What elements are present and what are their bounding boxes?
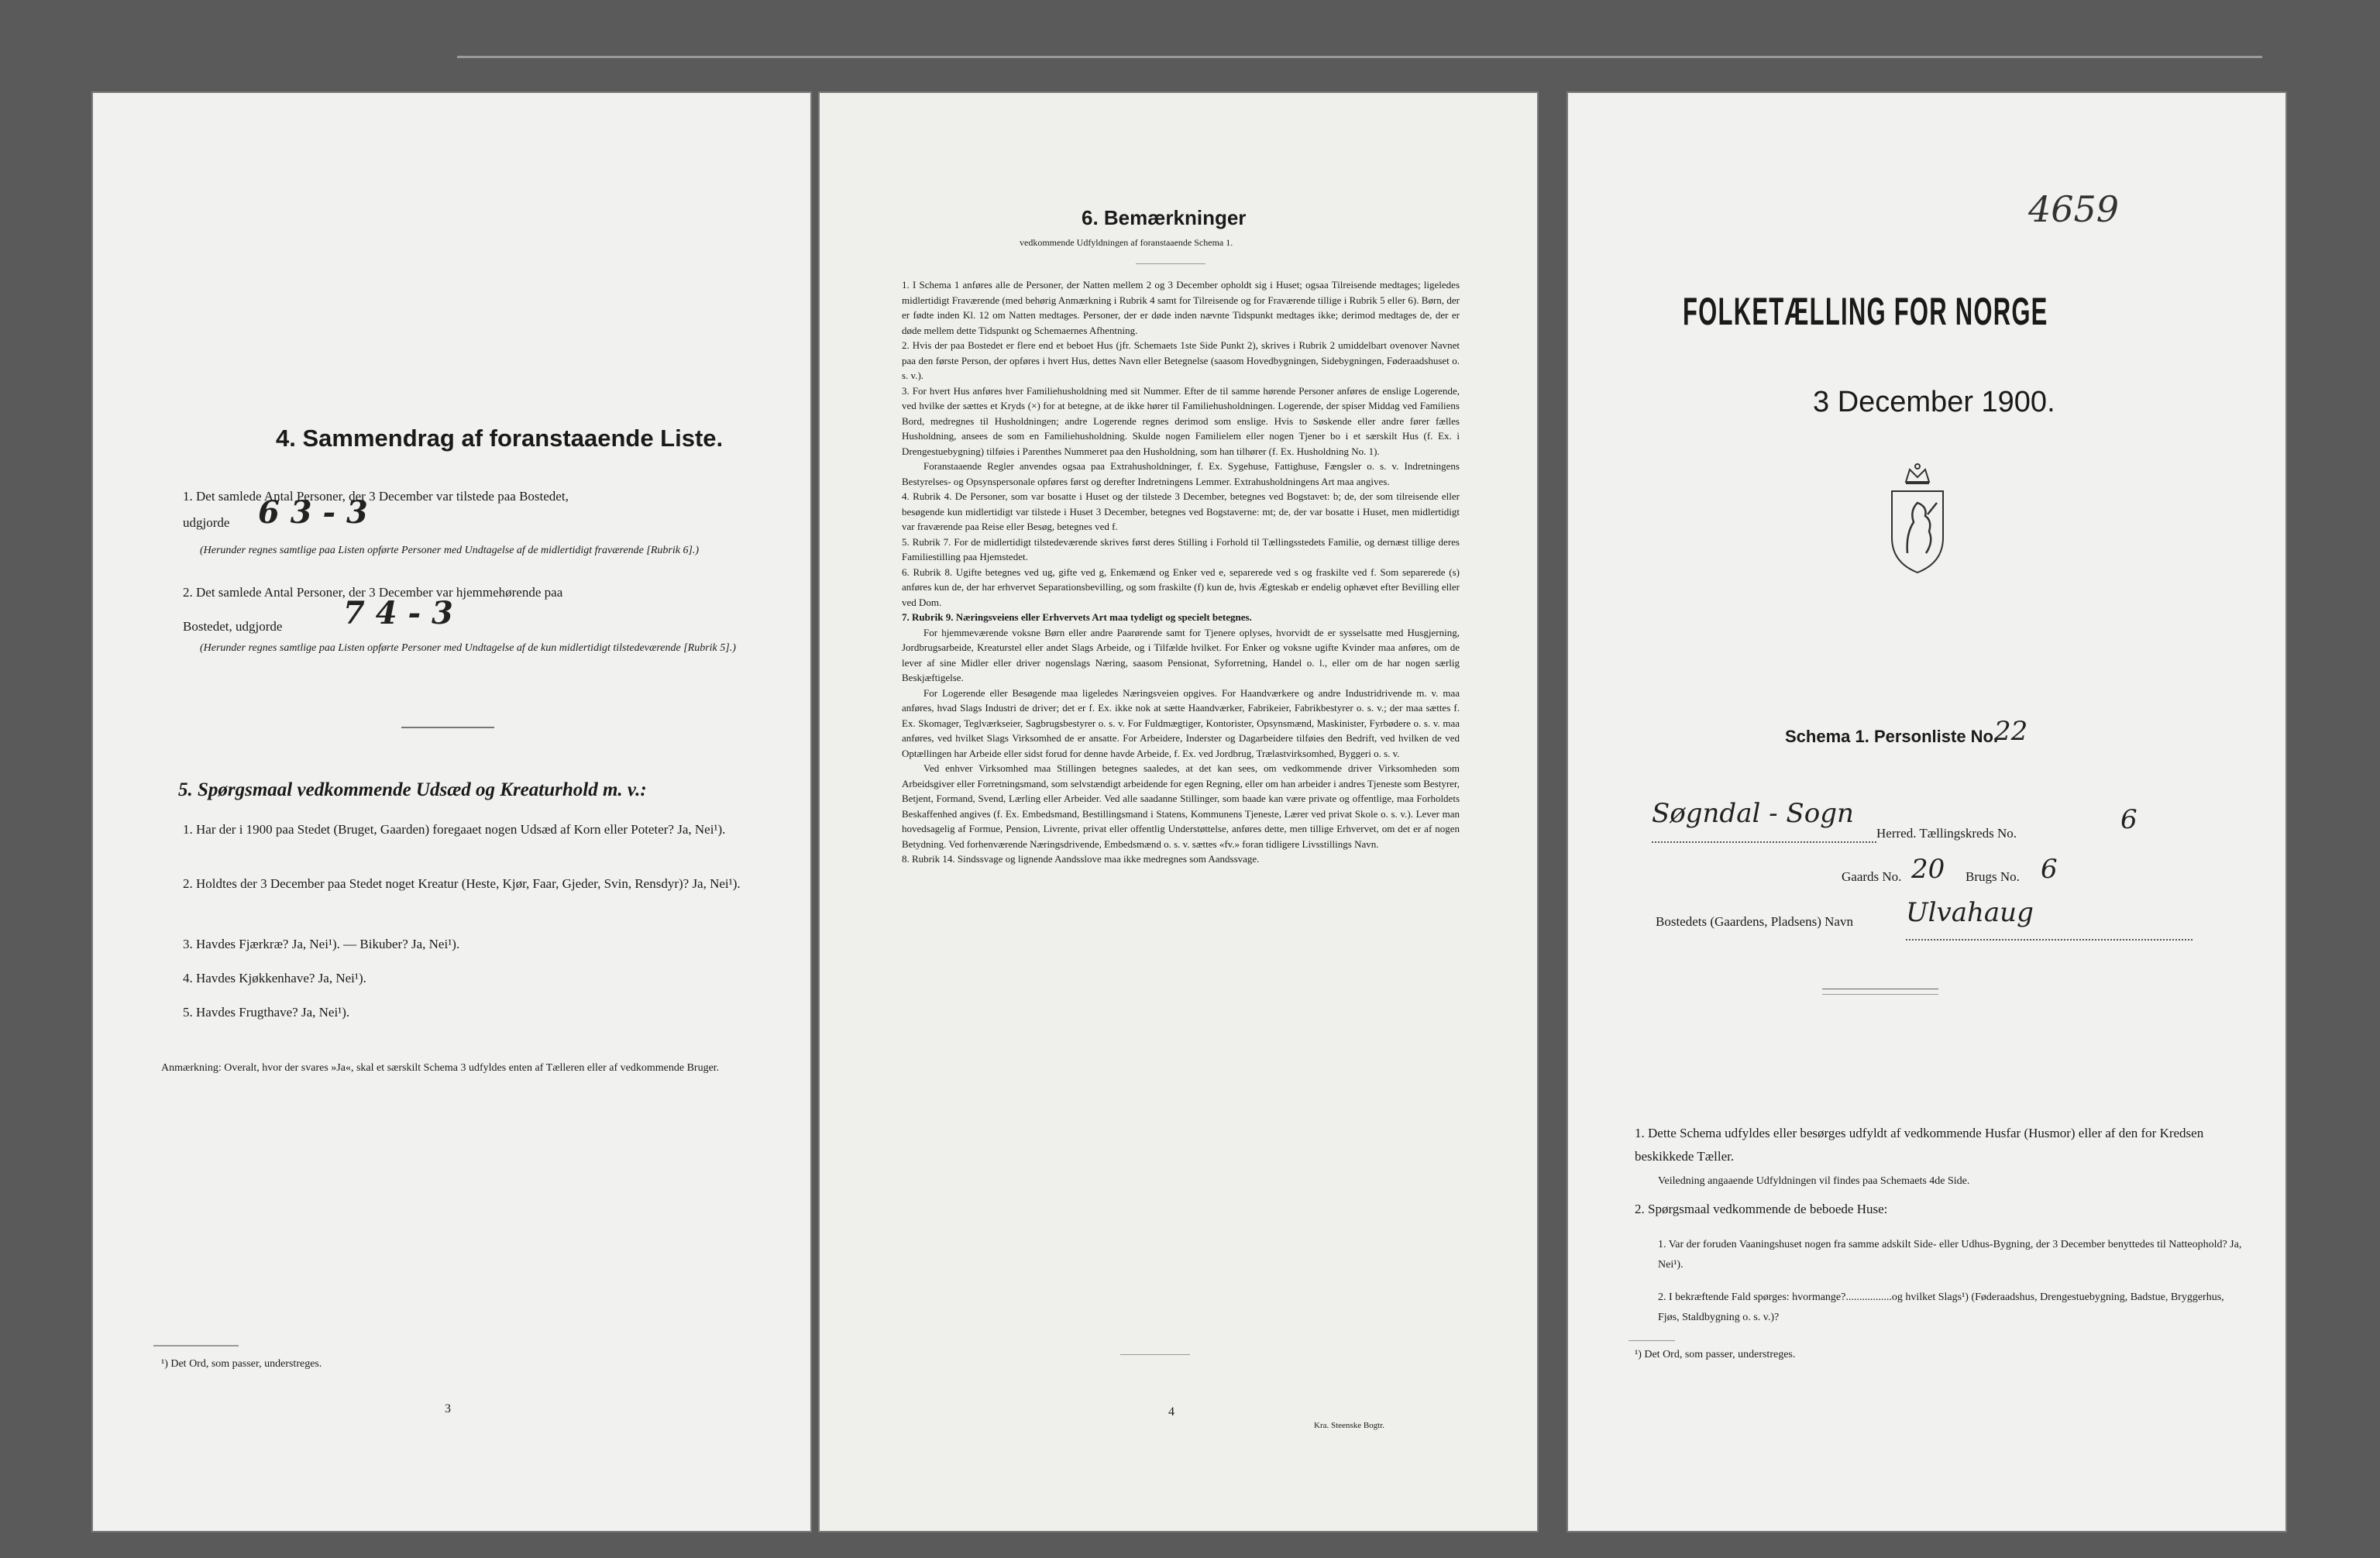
summary-item-1-handwritten-count: 6 3 - 3 [258, 494, 368, 531]
remark: Anmærkning: Overalt, hvor der svares »Ja«, skal et særskilt Schema 3 udfyldes enten af Tælleren eller af vedkommende Bruger. [161, 1062, 720, 1074]
gaards-number: 20 [1911, 854, 1945, 885]
remark-2: 2. Hvis der paa Bostedet er flere end et beboet Hus (jfr. Schemaets 1ste Side Punkt 2), skrives i Rubrik 2 umiddelbart ovenover Navnet paa den første Person, der opføres i hvert Hus, dettes Navn eller Betegnelse (saasom Hovedbygningen, Sidebygningen, Føderaadshuset o. s. v.). [902, 339, 1460, 381]
schema-label: Schema 1. Personliste No. [1785, 727, 1999, 746]
ornament-divider [1822, 989, 1938, 995]
summary-item-2-text: 2. Det samlede Antal Personer, der 3 December var hjemmehørende paa [183, 585, 563, 600]
remark-7b: For hjemmeværende voksne Børn eller andre Paarørende samt for Tjenere oplyses, hvorvidt de er sysselsatte med Husgjerning, Jordbrugsarbeide, Kreaturstel eller andet Slags Arbeide, og i Tilfælde hvilket. For Enker og voksne ugifte Kvinder maa anføres, om de lever af sine Midler eller driver nogenslags Næring, saasom Pensionat, Syforretning, Handel o. l., eller om de har nogen særlig Beskjæftigelse. [902, 626, 1460, 683]
personliste-number: 22 [1994, 716, 2028, 747]
page-right [1567, 91, 2287, 1532]
page-left [91, 91, 812, 1532]
page-middle [818, 91, 1539, 1532]
remark-7c: For Logerende eller Besøgende maa ligeledes Næringsveien opgives. For Haandværkere og andre Industridrivende m. v. maa anføres, hvad Slags Industri de driver; det er f. Ex. ikke nok at sætte Haandværker, Fabrikeier, Fabrikbestyrer o. s. v.; der maa sættes f. Ex. Skomager, Teglværkseier, Sagbrugsbestyrer o. s. v. For Fuldmægtiger, Kontorister, Opsynsmænd, Maskinister, Fyrbødere o. s. v. maa anføres, ved hvilket Slags Virksomhed de er ansatte. For Arbeidere, Inderster og Dagarbeidere tilføies den Bedrift, ved hvilken de ved Optællingen har Arbeide eller sidst forud for denne havde Arbeide, f. Ex. ved Jordbrug, Trælastvirksomhed, Byggeri o. s. v. [902, 686, 1460, 759]
footnote-rule [153, 1345, 239, 1346]
summary-item-1-text: 1. Det samlede Antal Personer, der 3 December var tilstede paa Bostedet, [183, 489, 569, 504]
question-3: 3. Havdes Fjærkræ? Ja, Nei¹). — Bikuber? Ja, Nei¹). [183, 937, 460, 951]
coat-of-arms-icon [1883, 460, 1952, 580]
footnote: ¹) Det Ord, som passer, understreges. [1635, 1349, 1796, 1360]
bosted-name: Ulvahaug [1906, 897, 2034, 928]
summary-item-1-label: udgjorde [183, 515, 230, 530]
remark-3b: Foranstaaende Regler anvendes ogsaa paa Extrahusholdninger, f. Ex. Sygehuse, Fattighuse, Fængsler o. s. v. Indretningens Bestyrelses- og Opsynspersonale opføres først og derefter Indretningens Lemmer. Extrahusholdningens Art maa angives. [902, 460, 1460, 487]
instruction-2: 2. Spørgsmaal vedkommende de beboede Huse: [1635, 1202, 1888, 1216]
summary-item-1-note: (Herunder regnes samtlige paa Listen opførte Personer med Undtagelse af de midlertidigt fraværende [Rubrik 6].) [200, 545, 700, 556]
census-title: FOLKETÆLLING FOR NORGE [1683, 290, 2048, 333]
instruction-1-guide: Veiledning angaaende Udfyldningen vil findes paa Schemaets 4de Side. [1658, 1175, 1970, 1187]
summary-item-2-handwritten-count: 7 4 - 3 [343, 595, 453, 631]
herred-line [1652, 841, 1876, 843]
footnote: ¹) Det Ord, som passer, understreges. [161, 1358, 322, 1370]
section4-title: 4. Sammendrag af foranstaaende Liste. [276, 425, 724, 452]
section-divider [401, 727, 494, 728]
top-edge-line [457, 56, 2262, 58]
brugs-number: 6 [2041, 854, 2058, 885]
house-question-1: 1. Var der foruden Vaaningshuset nogen fra samme adskilt Side- eller Udhus-Bygning, der 3 December benyttedes til Natteophold? Ja, Nei¹). [1658, 1239, 2242, 1271]
brugs-label: Brugs No. [1966, 869, 2020, 884]
remark-7: 7. Rubrik 9. Næringsveiens eller Erhvervets Art maa tydeligt og specielt betegnes. [902, 611, 1252, 623]
house-question-2: 2. I bekræftende Fald spørges: hvormange?.................og hvilket Slags¹) (Føderaadshus, Drengestuebygning, Badstue, Bryggerhus, Fjøs, Staldbygning o. s. v.)? [1658, 1291, 2224, 1323]
bosted-label: Bostedets (Gaardens, Pladsens) Navn [1656, 914, 1853, 929]
herred-label: Herred. Tællingskreds No. [1876, 826, 2017, 841]
summary-item-2-note: (Herunder regnes samtlige paa Listen opførte Personer med Undtagelse af de kun midlertidigt tilstedeværende [Rubrik 5].) [200, 642, 736, 654]
summary-item-2-label: Bostedet, udgjorde [183, 619, 283, 634]
bosted-line [1906, 939, 2193, 941]
end-rule [1120, 1354, 1190, 1355]
question-4: 4. Havdes Kjøkkenhave? Ja, Nei¹). [183, 971, 366, 985]
title-rule [1136, 263, 1205, 264]
remarks-list [902, 277, 1460, 867]
question-5: 5. Havdes Frugthave? Ja, Nei¹). [183, 1005, 350, 1020]
remark-7d: Ved enhver Virksomhed maa Stillingen betegnes saaledes, at det kan sees, om vedkommende driver Virksomheden som Arbeidsgiver eller Forretningsmand, som selvstændigt arbeidende for egen Regning, eller om han arbeider i andres Tjeneste som Bestyrer, Betjent, Formand, Svend, Lærling eller Arbeider. Ved alle saadanne Stillinger, som baade kan være private og offentlige, maa Forholdets Beskaffenhed angives (f. Ex. Embedsmand, Bestillingsmand i Statens, Kommunens Tjeneste, Lærer ved privat Skole o. s. v.). Lever man hovedsagelig af Formue, Pension, Livrente, privat eller offentlig Understøttelse, anføres dette, men tillige Erhvervet, om det er af nogen Betydning. Ved forhenværende Næringsdrivende, Embedsmænd o. s. v. sættes «fv.» foran tidligere Livsstillings Navn. [902, 762, 1460, 850]
printer-imprint: Kra. Steenske Bogtr. [1314, 1421, 1385, 1430]
instruction-1: 1. Dette Schema udfyldes eller besørges udfyldt af vedkommende Husfar (Husmor) eller af den for Kredsen beskikkede Tæller. [1635, 1126, 2204, 1164]
herred-handwritten: Søgndal - Sogn [1652, 798, 1854, 829]
remarks-title: 6. Bemærkninger [1082, 206, 1247, 229]
footnote-rule [1629, 1340, 1675, 1341]
page-number: 4 [1168, 1405, 1175, 1419]
remark-3: 3. For hvert Hus anføres hver Familiehusholdning med sit Nummer. Efter de til samme hørende Personer anføres de enslige Logerende, ved hvilke der sættes et Kryds (×) for at betegne, at de ikke hører til Familiehusholdningen. Logerende, der spiser Middag ved Familiens Bord, medregnes til Husholdningen; andre Logerende regnes derimod som enslige. Hvis to Søskende eller andre fører fælles Husholdning, ansees de som en Familiehusholdning. Skulde nogen Familielem eller nogen Tjener bo i et særskilt Hus (f. Ex. i Drengestuebygning) tilføies i Parenthes Nummeret paa den Husholdning, som han tilhører (f. Ex. Husholdning No. 1). [902, 384, 1460, 457]
remark-1: 1. I Schema 1 anføres alle de Personer, der Natten mellem 2 og 3 December opholdt sig i Huset; ogsaa Tilreisende medtages; ligeledes midlertidigt Fraværende (med behørig Anmærkning i Rubrik 4 samt for Tilreisende og for Fraværende tillige i Rubrik 5 eller 6). Børn, der er fødte inden Kl. 12 om Natten medtages. Personer, der er døde inden nævnte Tidspunkt medtages ikke; derimod medtages de, der er døde mellem dette Tidspunkt og Schemaernes Afhentning. [902, 279, 1460, 336]
archive-number: 4659 [2028, 188, 2120, 230]
question-2: 2. Holdtes der 3 December paa Stedet noget Kreatur (Heste, Kjør, Faar, Gjeder, Svin, Rensdyr)? Ja, Nei¹). [183, 876, 741, 891]
gaards-label: Gaards No. [1842, 869, 1902, 884]
kreds-number: 6 [2120, 804, 2138, 835]
remark-5: 5. Rubrik 7. For de midlertidigt tilstedeværende skrives først deres Stilling i Forhold til Tællingsstedets Familie, og dernæst tillige deres Familiestilling paa Hjemstedet. [902, 535, 1460, 562]
section5-title: 5. Spørgsmaal vedkommende Udsæd og Kreaturhold m. v.: [178, 779, 647, 800]
remark-6: 6. Rubrik 8. Ugifte betegnes ved ug, gifte ved g, Enkemænd og Enker ved e, separerede ved s og fraskilte ved f. Som separerede (s) anføres kun de, der har erhvervet Separationsbevilling, og som fraskilte (f) kun de, hvis Ægteskab er endelig ophævet efter Bevilling eller ved Dom. [902, 566, 1460, 608]
question-1: 1. Har der i 1900 paa Stedet (Bruget, Gaarden) foregaaet nogen Udsæd af Korn eller Poteter? Ja, Nei¹). [183, 822, 726, 837]
remarks-subtitle: vedkommende Udfyldningen af foranstaaende Schema 1. [1020, 237, 1233, 248]
census-date: 3 December 1900. [1813, 386, 2055, 418]
remark-8: 8. Rubrik 14. Sindssvage og lignende Aandsslove maa ikke medregnes som Aandssvage. [902, 853, 1260, 865]
page-number: 3 [445, 1402, 451, 1415]
remark-4: 4. Rubrik 4. De Personer, som var bosatte i Huset og der tilstede 3 December, betegnes ved Bogstavet: b; de, der som tilreisende eller besøgende kun midlertidigt var tilstede i Huset 3 December, betegnes ved Bogstaverne: mt; de, der var bosatte i Huset, men midlertidigt var fraværende paa Reise eller Besøg, betegnes ved f. [902, 490, 1460, 532]
